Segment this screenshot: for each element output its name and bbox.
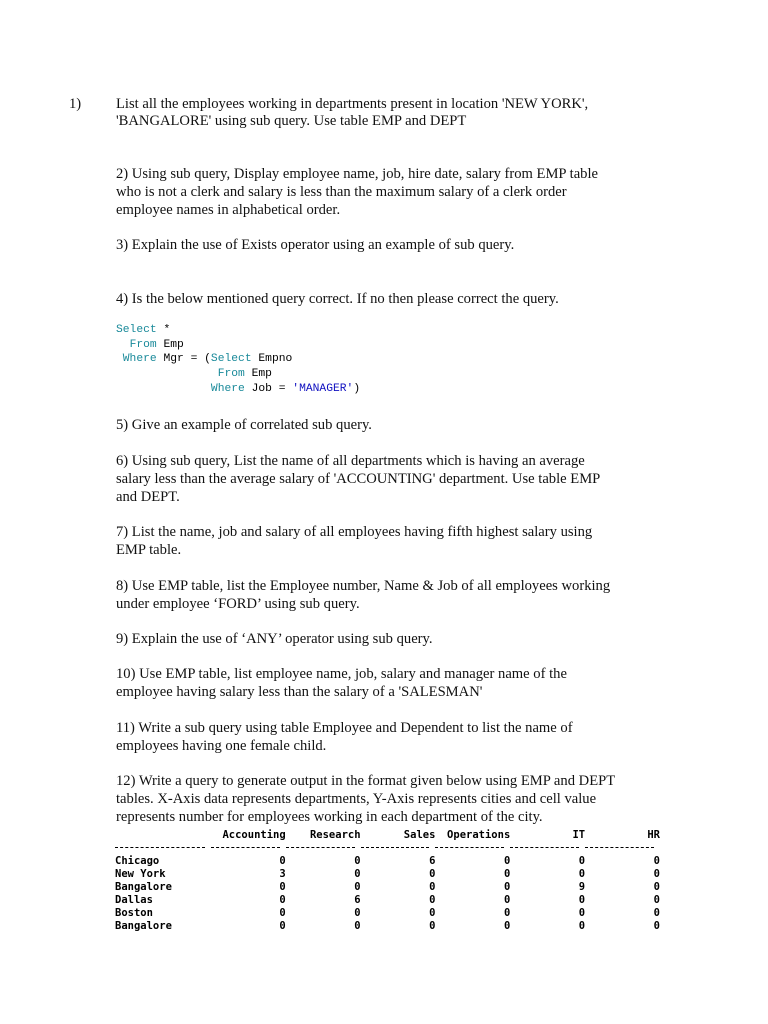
table-header-cell: HR <box>647 829 660 841</box>
table-cell: 3 <box>279 868 286 880</box>
table-cell: 0 <box>279 920 286 932</box>
question-5-line: 5) Give an example of correlated sub query. <box>116 417 372 433</box>
table-cell: 0 <box>653 855 660 867</box>
question-6-line: and DEPT. <box>116 489 180 505</box>
table-row-label: Dallas <box>115 894 153 906</box>
table-header-cell: Accounting <box>222 829 286 841</box>
question-11-line: employees having one female child. <box>116 738 327 754</box>
code-string: 'MANAGER' <box>292 382 354 395</box>
code-keyword: Select <box>210 353 252 366</box>
table-cell: 0 <box>279 881 286 893</box>
table-row-label: Chicago <box>115 855 160 867</box>
table-cell: 0 <box>653 868 660 880</box>
question-6-line: salary less than the average salary of 'ACCOUNTING' department. Use table EMP <box>116 471 601 487</box>
table-cell: 6 <box>354 894 361 906</box>
table-row <box>115 920 660 933</box>
question-11-line: 11) Write a sub query using table Employee and Dependent to list the name of <box>116 720 573 736</box>
table-cell: 0 <box>429 920 436 932</box>
table-cell: 0 <box>503 868 511 880</box>
sql-code-block <box>116 323 360 397</box>
table-header-cell: Sales <box>403 829 436 841</box>
table-row <box>115 868 660 881</box>
question-2-line: 2) Using sub query, Display employee name, job, hire date, salary from EMP table <box>116 166 599 182</box>
table-cell: 0 <box>279 907 286 919</box>
question-6-line: 6) Using sub query, List the name of all departments which is having an average <box>116 453 585 469</box>
table-cell: 0 <box>279 855 286 867</box>
question-12-line: tables. X-Axis data represents departments, Y-Axis represents cities and cell value <box>116 791 597 807</box>
table-cell: 0 <box>503 881 511 893</box>
question-8-line: 8) Use EMP table, list the Employee number, Name & Job of all employees working <box>116 578 611 594</box>
question-12-line: 12) Write a query to generate output in the format given below using EMP and DEPT <box>116 773 616 789</box>
code-line: From Emp <box>129 338 184 351</box>
code-keyword: From <box>129 338 157 351</box>
code-line: From Emp <box>217 368 272 381</box>
table-cell: 0 <box>503 894 511 906</box>
code-keyword: From <box>217 368 245 381</box>
table-row <box>115 907 660 920</box>
code-line: Select * <box>116 324 171 336</box>
table-header-cell: Operations <box>447 829 511 841</box>
question-7-line: 7) List the name, job and salary of all employees having fifth highest salary using <box>116 524 593 540</box>
table-row <box>115 881 660 894</box>
table-cell: 0 <box>429 868 436 880</box>
code-keyword: Where <box>210 382 245 395</box>
table-cell: 0 <box>653 894 660 906</box>
question-7-line: EMP table. <box>116 542 182 558</box>
table-header-row <box>115 829 660 842</box>
question-1-number: 1) <box>69 96 82 112</box>
table-cell: 6 <box>429 855 436 867</box>
table-row-label: Bangalore <box>115 881 172 893</box>
question-10-line: 10) Use EMP table, list employee name, job, salary and manager name of the <box>116 666 567 682</box>
table-cell: 0 <box>503 855 511 867</box>
table-cell: 0 <box>578 907 586 919</box>
table-cell: 0 <box>653 881 660 893</box>
table-cell: 0 <box>429 907 436 919</box>
table-header-cell: IT <box>572 829 586 841</box>
table-cell: 0 <box>503 907 511 919</box>
code-line: Where Job = 'MANAGER') <box>210 382 361 395</box>
table-cell: 0 <box>578 868 586 880</box>
table-cell: 0 <box>354 855 361 867</box>
table-cell: 0 <box>354 907 361 919</box>
question-4-line: 4) Is the below mentioned query correct. If no then please correct the query. <box>116 291 559 307</box>
table-cell: 0 <box>279 894 286 906</box>
table-cell: 0 <box>578 894 586 906</box>
table-cell: 0 <box>354 920 361 932</box>
code-keyword: Where <box>122 353 157 366</box>
code-keyword: Select <box>116 324 157 336</box>
table-row-label: New York <box>115 868 166 880</box>
question-2-line: employee names in alphabetical order. <box>116 202 341 218</box>
question-1-line: 'BANGALORE' using sub query. Use table EMP and DEPT <box>116 113 467 129</box>
table-cell: 0 <box>354 881 361 893</box>
table-divider <box>115 844 660 850</box>
question-1-line: List all the employees working in departments present in location 'NEW YORK', <box>116 96 589 112</box>
question-8-line: under employee ‘FORD’ using sub query. <box>116 596 360 612</box>
table-row <box>115 894 660 907</box>
table-cell: 0 <box>578 920 586 932</box>
code-line: Where Mgr = (Select Empno <box>122 353 293 366</box>
question-3-line: 3) Explain the use of Exists operator using an example of sub query. <box>116 237 515 253</box>
table-row-label: Boston <box>115 907 153 919</box>
table-cell: 0 <box>653 907 660 919</box>
table-cell: 0 <box>578 855 586 867</box>
table-body <box>115 855 660 933</box>
table-header-cell <box>115 829 211 842</box>
table-cell: 0 <box>354 868 361 880</box>
table-cell: 0 <box>429 881 436 893</box>
question-2-line: who is not a clerk and salary is less than the maximum salary of a clerk order <box>116 184 567 200</box>
table-cell: 0 <box>653 920 660 932</box>
output-table <box>115 829 660 933</box>
table-row-label: Bangalore <box>115 920 172 932</box>
table-row <box>115 855 660 868</box>
table-cell: 9 <box>578 881 586 893</box>
table-cell: 0 <box>503 920 511 932</box>
question-10-line: employee having salary less than the salary of a 'SALESMAN' <box>116 684 483 700</box>
table-cell: 0 <box>429 894 436 906</box>
question-12-line: represents number for employees working in each department of the city. <box>116 809 543 825</box>
question-9-line: 9) Explain the use of ‘ANY’ operator using sub query. <box>116 631 433 647</box>
table-header-cell: Research <box>309 829 361 841</box>
